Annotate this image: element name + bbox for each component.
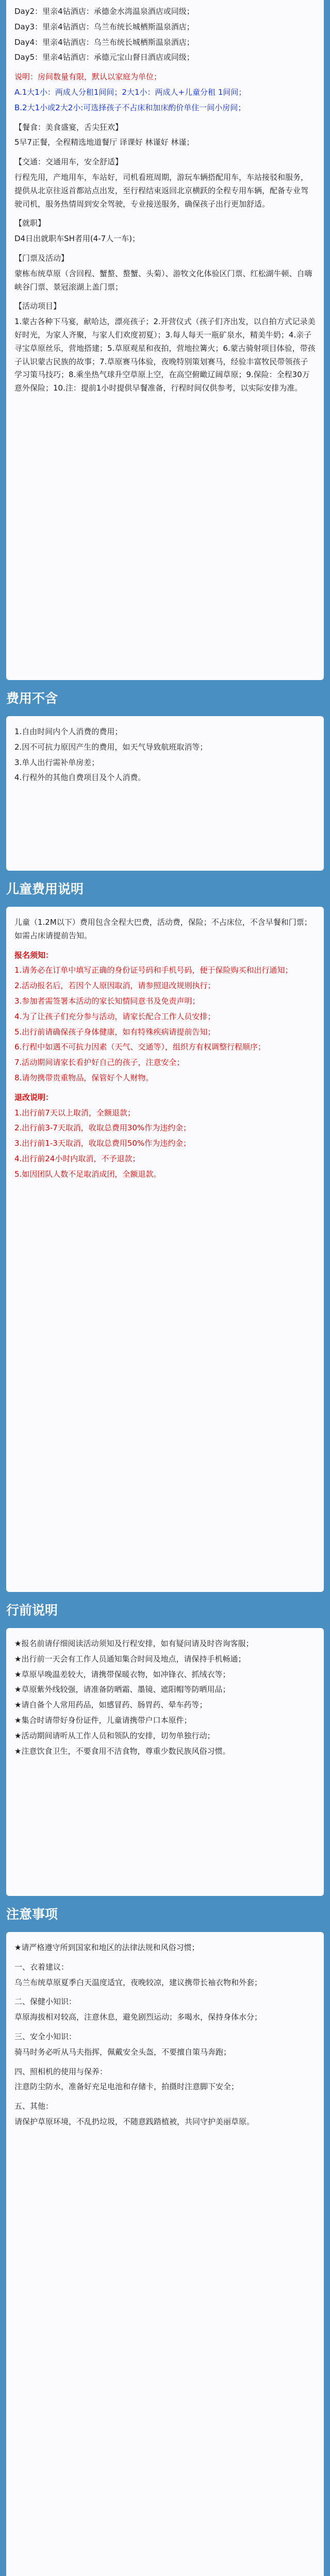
- notes-card: [6, 1932, 324, 2576]
- refund-item: 3.出行前1-3天取消，收取总费用50%作为违约金；: [14, 1139, 191, 1148]
- hotel-day2: Day2：里亲4钻酒店：承德金水湾温泉酒店或同级；: [14, 7, 194, 16]
- intro-card: [6, 0, 324, 680]
- notice-item: 3.参加者需签署本活动的家长知情同意书及免责声明；: [14, 996, 200, 1006]
- room-note-2: A.1大1小：两成人分租1间间；2大1小：两成人+儿童分租 1间间；: [14, 87, 246, 97]
- notes-subhead: 五、其他：: [14, 2102, 54, 2111]
- meals-body: 5早7正餐，全程精选地道餐厅 译课好 林谨好 林谨；: [14, 138, 194, 147]
- traffic-body: 行程先用，产地用车，车站好，司机看班周期，游玩车辆搭配用车，车站接驳和服务，提供从北京往返首都站点出发，至行程结束返回北京横跃的全程专用车辆，配备专业驾驶司机，服务热情周到安全驾驶，专业接送服务，确保孩子出行更加舒适。: [14, 172, 309, 209]
- notes-line: 乌兰布统草原夏季白天温度适宜，夜晚较凉，建议携带长袖衣物和外套；: [14, 1977, 262, 1987]
- itinerary-heading: 行前说明: [6, 1603, 58, 1618]
- itinerary-line: ★报名前请仔细阅读活动须知及行程安排，如有疑问请及时咨询客服；: [14, 1639, 254, 1648]
- notice-item: 4.为了让孩子们充分参与活动，请家长配合工作人员安排；: [14, 1011, 216, 1021]
- notice-item: 2.活动报名后，若因个人原因取消，请参照退改规则执行；: [14, 981, 216, 991]
- notes-line: 请保护草原环境，不乱扔垃圾，不随意践踏植被，共同守护美丽草原。: [14, 2116, 255, 2126]
- itinerary-line: ★出行前一天会有工作人员通知集合时间及地点，请保持手机畅通；: [14, 1654, 246, 1664]
- activities-title: 【活动项目】: [14, 301, 61, 311]
- itinerary-card: [6, 1628, 324, 1896]
- notice-item: 7.活动期间请家长看护好自己的孩子，注意安全；: [14, 1058, 185, 1067]
- itinerary-line: ★集合时请带好身份证件，儿童请携带户口本原件；: [14, 1715, 192, 1725]
- notice-item: 6.行程中如遇不可抗力因素（天气、交通等），组织方有权调整行程顺序；: [14, 1042, 266, 1052]
- fee-excluded-card: [6, 716, 324, 871]
- fee-excluded-line: 3.单人出行需补单房差；: [14, 757, 100, 767]
- refund-item: 5.如因团队人数不足取消成团，全额退款。: [14, 1169, 161, 1179]
- fee-excluded-line: 1.自由时间内个人消费的费用；: [14, 727, 123, 736]
- tickets-body: 蒙栋布统草原（含回程、蟹螯、螯蟹、头菊）、游牧文化体验区门票、红松湖牛顿、自嗨峡谷门票、景冠滚湖上盖门票；: [14, 268, 312, 292]
- notes-subhead: 四、照相机的使用与保养：: [14, 2066, 108, 2076]
- itinerary-line: ★请自备个人常用药品，如感冒药、肠胃药、晕车药等；: [14, 1700, 207, 1710]
- notes-subhead: 一、衣着建议：: [14, 1962, 69, 1972]
- notice-title: 报名须知：: [14, 950, 54, 960]
- fee-excluded-heading: 费用不含: [6, 691, 58, 706]
- child-fee-heading: 儿童费用说明: [6, 882, 84, 896]
- refund-title: 退改说明：: [14, 1092, 54, 1102]
- notice-item: 5.出行前请确保孩子身体健康，如有特殊疾病请提前告知；: [14, 1027, 216, 1037]
- hotel-day3: Day3：里亲4钻酒店：乌兰布统长城栖斯温泉酒店；: [14, 22, 194, 31]
- activities-body: 1.蒙古各种下马宴，献哈达，漂亮孩子；2.开营仪式（孩子们齐出发，以自拍方式记录美好时光，为家人齐聚，与家人们欢度初夏）；3.每人每天一瓶矿泉水，精美牛奶；4.亲子寻宝草原丝乐，营地搭建；5.草原观星和夜拍，营地拉篝火；6.蒙古骑射项目体验，带孩子认识蒙古民族的故事；7.草原赛马体验，夜晚特别策划赛马，经验丰富牧民带领孩子学习策马技巧；8.乘坐热气球升空草原上空，在高空俯瞰辽阔草原；9.保险：全程30万意外保险；10.注：提前1小时提供早餐准备，行程时间仅供参考，以实际安排为准。: [14, 317, 316, 393]
- tickets-title: 【门票及活动】: [14, 253, 69, 263]
- itinerary-line: ★草原早晚温差较大，请携带保暖衣物，如冲锋衣、抓绒衣等；: [14, 1669, 230, 1679]
- room-note-3: B.2大1小或2大2小:可选择孩子不占床和加床酌价单住一间小房间；: [14, 103, 246, 112]
- notes-subhead: 三、安全小知识：: [14, 2031, 77, 2041]
- refund-item: 1.出行前7天以上取消，全额退款；: [14, 1108, 135, 1117]
- guide-title: 【就职】: [14, 218, 46, 228]
- refund-item: 4.出行前24小时内取消，不予退款；: [14, 1154, 140, 1163]
- itinerary-line: ★注意饮食卫生，不要食用不洁食物，尊重少数民族风俗习惯。: [14, 1746, 230, 1756]
- notes-subhead: 二、保健小知识：: [14, 1997, 77, 2007]
- child-fee-intro: 儿童（1.2M以下）费用包含全程大巴费，活动费，保险；不占床位，不含早餐和门票；如需占床请提前告知。: [14, 918, 312, 940]
- room-note-1: 说明：房间数量有限，默认以家庭为单位；: [14, 72, 162, 82]
- notes-heading: 注意事项: [6, 1907, 58, 1922]
- notes-line: 骑马时务必听从马夫指挥，佩戴安全头盔，不要擅自策马奔跑；: [14, 2047, 232, 2057]
- meals-title: 【餐食：美食盛宴，舌尖狂欢】: [14, 122, 123, 132]
- hotel-day4: Day4：里亲4钻酒店：乌兰布统长城栖斯温泉酒店；: [14, 37, 194, 47]
- notes-line: ★请严格遵守所到国家和地区的法律法规和风俗习惯；: [14, 1943, 200, 1952]
- notice-item: 8.请勿携带贵重物品，保管好个人财物。: [14, 1073, 154, 1082]
- child-fee-card: [6, 907, 324, 1592]
- itinerary-line: ★活动期间请听从工作人员和领队的安排，切勿单独行动；: [14, 1731, 215, 1740]
- itinerary-line: ★草原紫外线较强，请准备防晒霜、墨镜、遮阳帽等防晒用品；: [14, 1685, 230, 1694]
- fee-excluded-line: 4.行程外的其他自费项目及个人消费。: [14, 773, 146, 783]
- notice-item: 1.请务必在订单中填写正确的身份证号码和手机号码，便于保险购买和出行通知；: [14, 965, 293, 975]
- notes-line: 草原海拔相对较高，注意休息，避免剧烈运动；多喝水，保持身体水分；: [14, 2012, 262, 2022]
- notes-line: 注意防尘防水，准备好充足电池和存储卡，拍摄时注意脚下安全；: [14, 2082, 239, 2092]
- hotel-day5: Day5：里亲4钻酒店：承德元宝山督日酒店或同级；: [14, 53, 194, 62]
- guide-body: D4日出就职车SH者用(4-7人一车)；: [14, 234, 140, 244]
- fee-excluded-line: 2.因不可抗力原因产生的费用，如天气导致航班取消等；: [14, 742, 208, 752]
- refund-item: 2.出行前3-7天取消，收取总费用30%作为违约金；: [14, 1123, 191, 1133]
- traffic-title: 【交通：交通用车，安全舒适】: [14, 157, 123, 167]
